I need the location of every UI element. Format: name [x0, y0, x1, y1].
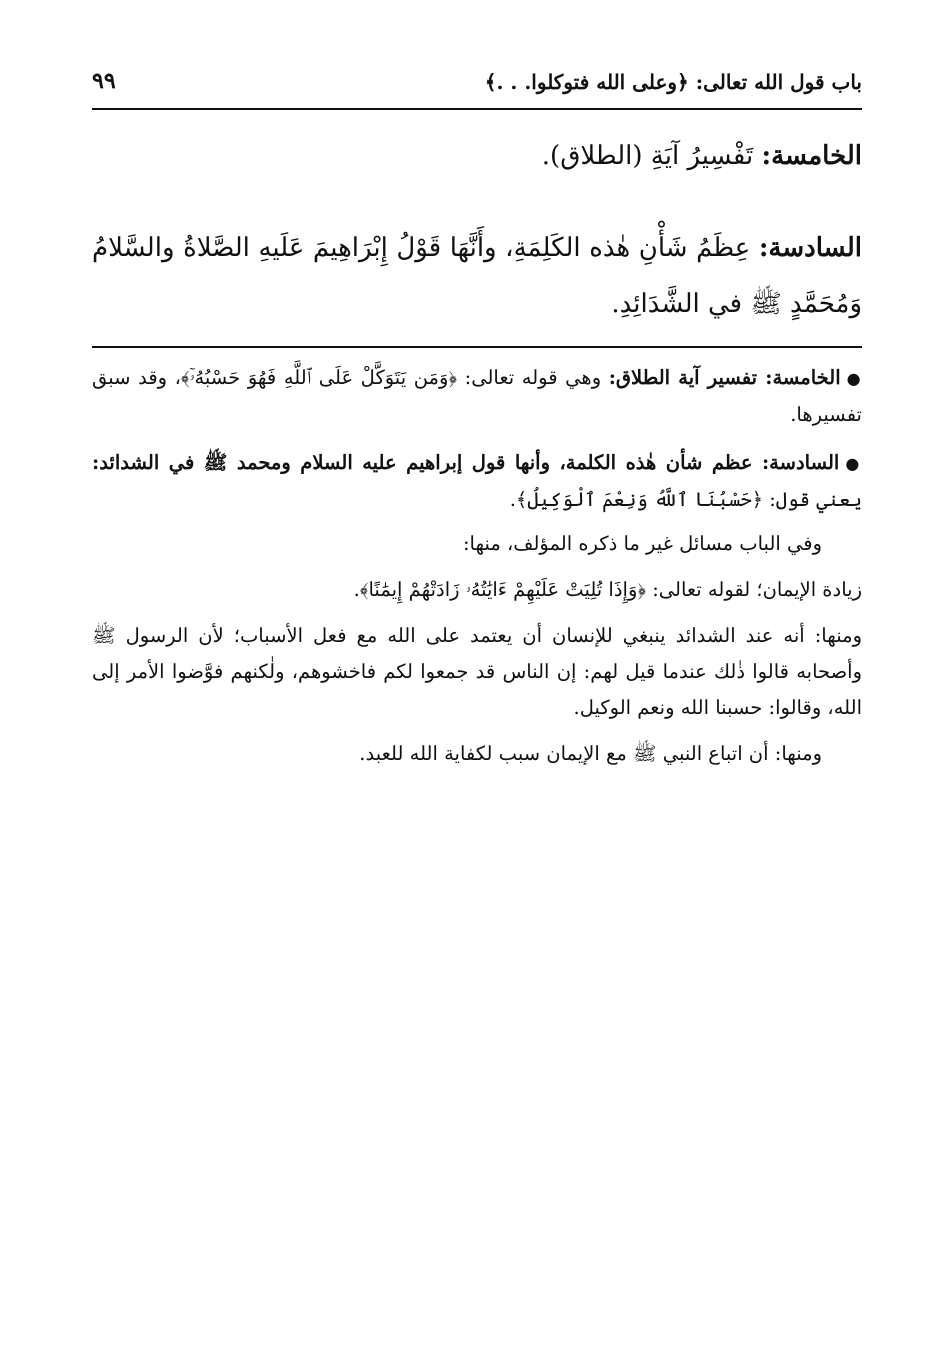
sixth-label: السادسة:	[758, 233, 862, 263]
bullet-icon: ●	[845, 454, 862, 473]
commentary-reliance: ومنها: أنه عند الشدائد ينبغي للإنسان أن يعتمد على الله مع فعل الأسباب؛ لأن الرسول ﷺ وأصحابه قالوا ذٰلك عندما قيل لهم: إن الناس قد جمعوا لكم فاخشوهم، ولٰكنهم فوَّضوا الأمر إلى الله، وقالوا: حسبنا الله ونعم الوكيل.	[92, 624, 862, 719]
commentary-fifth-text: وهي قوله تعالى: ﴿وَمَن يَتَوَكَّلْ عَلَى ٱللَّهِ فَهُوَ حَسْبُهُۥٓ﴾، وقد سبق تفسيرها.	[92, 366, 862, 426]
commentary-sixth-text: يعني قول: ﴿حَسْبُنَا ٱللَّهُ وَنِعْمَ ٱلْوَكِيلُ﴾.	[509, 488, 862, 511]
sixth-text: عِظَمُ شَأْنِ هٰذه الكَلِمَةِ، وأَنَّهَا قَوْلُ إِبْرَاهِيمَ عَلَيهِ الصَّلاةُ والسَّلامُ وَمُحَمَّدٍ ﷺ في الشَّدَائِدِ.	[92, 233, 862, 319]
main-text	[92, 128, 862, 332]
bullet-icon: ●	[846, 369, 862, 388]
commentary-faith-increase: زيادة الإيمان؛ لقوله تعالى: ﴿وَإِذَا تُلِيَتْ عَلَيْهِمْ ءَايَٰتُهُۥ زَادَتْهُمْ إِيمَٰنًا﴾.	[353, 578, 862, 601]
fifth-text: تَفْسِيرُ آيَةِ (الطلاق).	[541, 141, 762, 171]
commentary-sixth-label: السادسة: عظم شأن هٰذه الكلمة، وأنها قول إبراهيم عليه السلام ومحمد ﷺ في الشدائد:	[92, 451, 840, 474]
main-fifth-issue	[92, 128, 862, 184]
commentary-other-issues: وفي الباب مسائل غير ما ذكره المؤلف، منها:	[462, 532, 822, 555]
header-divider	[92, 108, 862, 110]
commentary-sixth	[92, 445, 862, 518]
chapter-title: باب قول الله تعالى: ﴿وعلى الله فتوكلوا. . .﴾	[484, 70, 862, 94]
commentary-fifth-label: الخامسة: تفسير آية الطلاق:	[608, 366, 841, 389]
fifth-label: الخامسة:	[761, 141, 862, 171]
commentary-text	[92, 360, 862, 772]
running-header	[92, 56, 862, 94]
main-sixth-issue	[92, 220, 862, 332]
commentary-fifth	[92, 360, 862, 433]
book-page	[92, 56, 862, 772]
page-number: ٩٩	[92, 68, 116, 94]
commentary-divider	[92, 346, 862, 348]
commentary-following: ومنها: أن اتباع النبي ﷺ مع الإيمان سبب لكفاية الله للعبد.	[359, 742, 822, 765]
